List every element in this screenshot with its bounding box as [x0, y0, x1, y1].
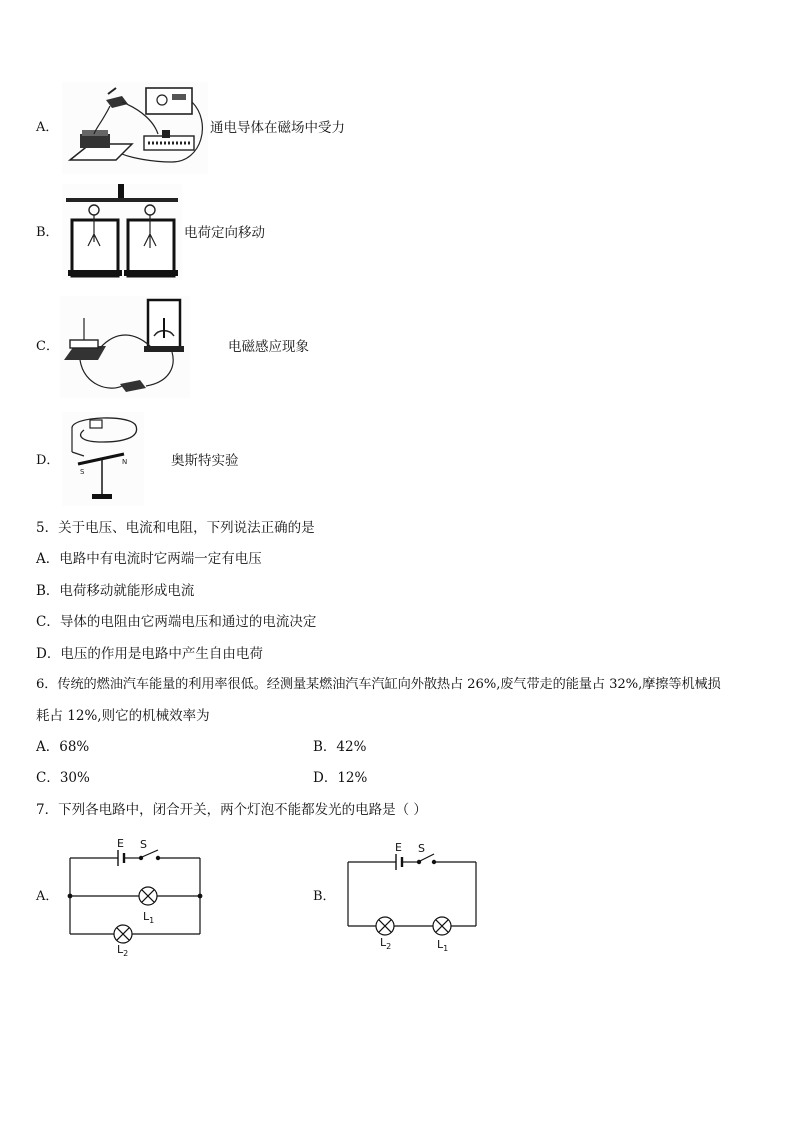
svg-text:N: N: [122, 458, 128, 466]
question-stem: 5．关于电压、电流和电阻，下列说法正确的是: [36, 520, 315, 536]
option-a: A．电路中有电流时它两端一定有电压: [36, 551, 262, 567]
lamp-l2-sub: 2: [123, 949, 129, 958]
circuit-a-letter: A．: [36, 889, 59, 904]
question-stem-line2: 耗占 12%,则它的机械效率为: [36, 708, 210, 724]
option-letter: A．: [36, 120, 59, 135]
circuit-b-diagram: [338, 836, 488, 956]
circuit-b-letter: B．: [313, 889, 336, 904]
svg-text:L1: [143, 910, 154, 925]
option-letter: C．: [36, 339, 59, 354]
lamp-l1-sub: 1: [443, 944, 449, 953]
lamp-l1-label: L: [143, 910, 150, 923]
electroscope-figure: [62, 184, 182, 280]
option-letter: B．: [36, 225, 59, 240]
svg-text:L1: [437, 938, 448, 953]
option-caption: 电磁感应现象: [228, 339, 309, 355]
switch-label: S: [140, 838, 147, 851]
svg-text:L2: [380, 936, 391, 951]
lamp-l2-label: L: [380, 936, 387, 949]
oersted-figure: [62, 412, 144, 506]
induction-figure: [60, 296, 190, 398]
battery-label: E: [395, 841, 402, 854]
option-c: C．导体的电阻由它两端电压和通过的电流决定: [36, 614, 317, 630]
circuit-a-diagram: [60, 834, 210, 958]
option-d: D．12%: [313, 770, 368, 786]
svg-text:L2: [117, 943, 128, 958]
option-c: C．30%: [36, 770, 90, 786]
option-letter: D．: [36, 453, 60, 468]
lamp-l2-sub: 2: [386, 942, 392, 951]
option-d: D．电压的作用是电路中产生自由电荷: [36, 646, 263, 662]
option-caption: 电荷定向移动: [184, 225, 265, 241]
lamp-l1-label: L: [437, 938, 444, 951]
switch-label: S: [418, 842, 425, 855]
option-caption: 奥斯特实验: [171, 453, 239, 469]
option-b: B．电荷移动就能形成电流: [36, 583, 195, 599]
option-b: B．42%: [313, 739, 367, 755]
lamp-l1-sub: 1: [149, 916, 155, 925]
question-stem: 7．下列各电路中，闭合开关，两个灯泡不能都发光的电路是（ ）: [36, 802, 427, 818]
lamp-l2-label: L: [117, 943, 124, 956]
question-stem-line1: 6．传统的燃油汽车能量的利用率很低。经测量某燃油汽车汽缸向外散热占 26%,废气带走的能量占 32%,摩擦等机械损: [36, 677, 721, 692]
option-a: A．68%: [36, 739, 90, 755]
svg-text:S: S: [80, 468, 85, 476]
motor-experiment-figure: [62, 82, 208, 174]
battery-label: E: [117, 837, 124, 850]
option-caption: 通电导体在磁场中受力: [210, 120, 345, 136]
